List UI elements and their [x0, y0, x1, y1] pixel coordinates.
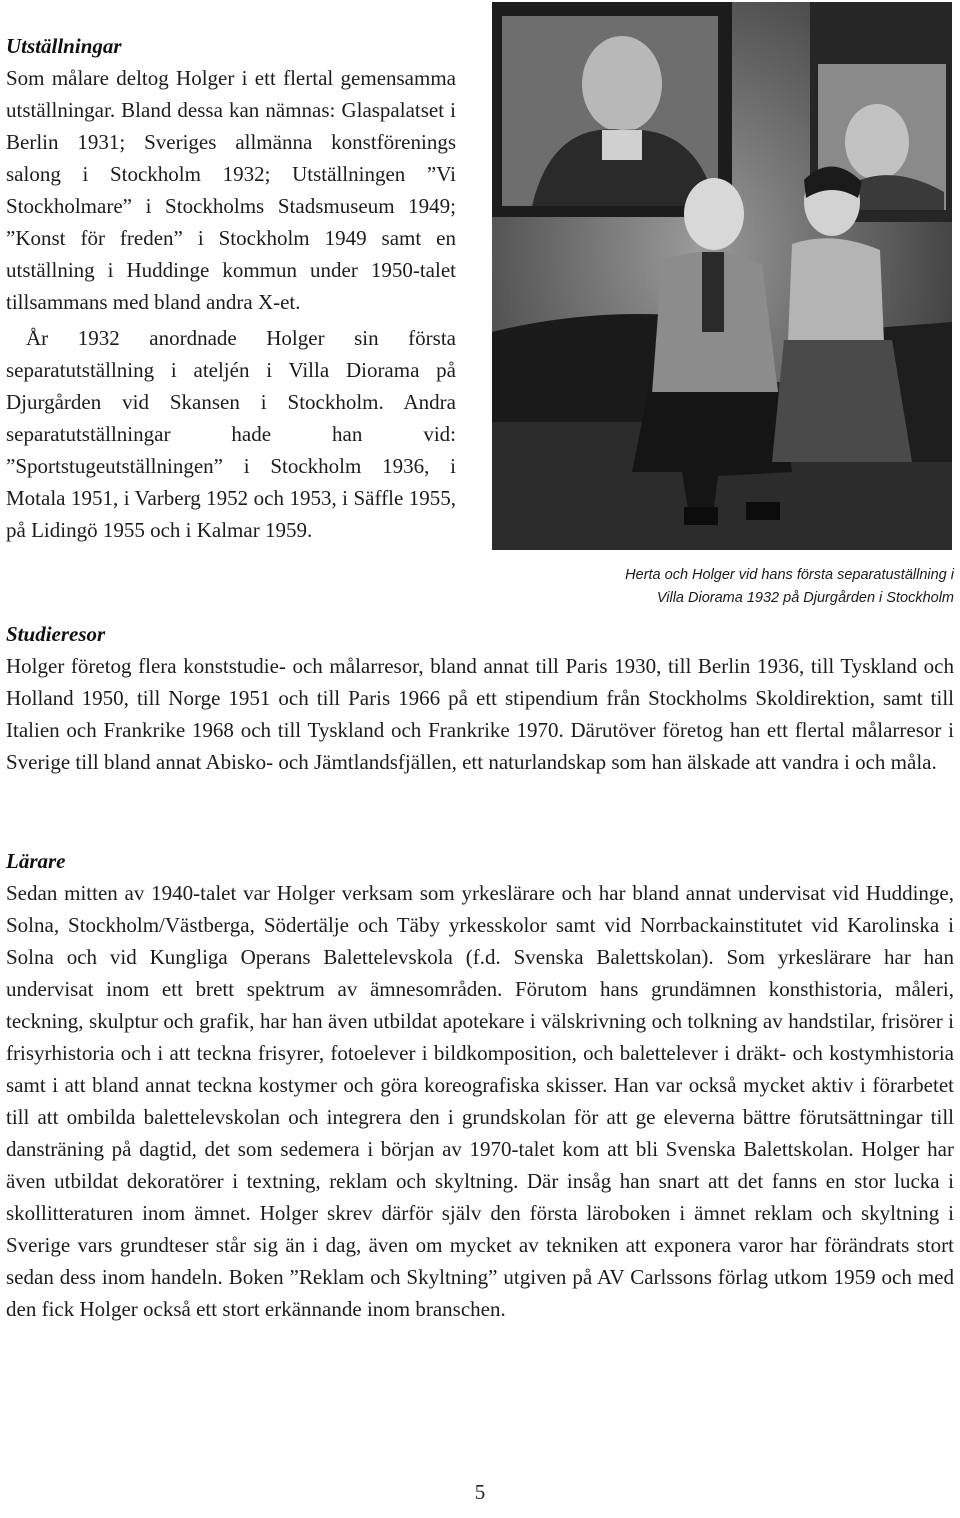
teacher-paragraph: Sedan mitten av 1940-talet var Holger verksam som yrkeslärare och har bland annat undervisat vid Huddinge, Solna, Stockholm/Västberga, Södertälje och Täby yrkesskolor samt vid Norrbackainstitutet vid Karolinska i Solna och vid Kungliga Operans Balettelevskola (f.d. Svenska Balettskolan). Som yrkeslärare har han undervisat inom ett brett spektrum av ämnesområden. Förutom hans grundämnen konsthistoria, måleri, teckning, skulptur och grafik, har han även utbildat apotekare i välskrivning och tolkning av handstilar, frisörer i frisyrhistoria och i att teckna frisyrer, fotoelever i bildkomposition, och balettelever i dräkt- och kostymhistoria samt i att bland annat teckna kostymer och göra koreografiska skisser. Han var också mycket aktiv i förarbetet till att ombilda balettelevskolan och integrera den i grundskolan för att ge eleverna bättre förutsättningar till dansträning på dagtid, det som sedemera i början av 1970-talet kom att bli Svenska Balettskolan. Holger har även utbildat dekoratörer i textning, reklam och skyltning. Där insåg han snart att det fanns en stor lucka i skollitteraturen inom ämnet. Holger skrev därför själv den första läroboken i ämnet reklam och skyltning i Sverige vars grundteser står sig än i dag, även om mycket av tekniken att exponera varor har förändrats stort sedan dess inom handeln. Boken ”Reklam och Skyltning” utgiven på AV Carlssons förlag utkom 1959 och med den fick Holger också ett stort erkännande inom branschen. — [6, 881, 954, 1321]
study-trips-section — [6, 618, 954, 778]
teacher-heading: Lärare — [6, 849, 66, 873]
study-trips-paragraph: Holger företog flera konststudie- och målarresor, bland annat till Paris 1930, till Berlin 1936, till Tyskland och Holland 1950, till Norge 1951 och till Paris 1966 på ett stipendium från Stockholms Skoldirektion, samt till Italien och Frankrike 1968 och till Tyskland och Frankrike 1970. Därutöver företog han ett flertal målarresor i Sverige till bland annat Abisko- och Jämtlandsfjällen, ett naturlandskap som han älskade att vandra i och måla. — [6, 654, 954, 774]
historical-photo — [492, 2, 952, 550]
photo-caption-line-2: Villa Diorama 1932 på Djurgården i Stockholm — [656, 590, 954, 606]
exhibitions-heading: Utställningar — [6, 34, 122, 58]
photo-illustration — [492, 2, 952, 550]
teacher-section — [6, 845, 954, 1325]
photo-caption-line-1: Herta och Holger vid hans första separatuställning i — [625, 567, 954, 583]
study-trips-heading: Studieresor — [6, 622, 106, 646]
exhibitions-paragraph-2: År 1932 anordnade Holger sin första separatutställning i ateljén i Villa Diorama på Djurgården vid Skansen i Stockholm. Andra separatutställningar hade han vid: ”Sportstugeutställningen” i Stockholm 1936, i Motala 1951, i Varberg 1952 och 1953, i Säffle 1955, på Lidingö 1955 och i Kalmar 1959. — [6, 326, 456, 542]
page-number: 5 — [474, 1480, 486, 1504]
exhibitions-paragraph-1: Som målare deltog Holger i ett flertal gemensamma utställningar. Bland dessa kan nämnas: Glaspalatset i Berlin 1931; Sveriges allmänna konstförenings salong i Stockholm 1932; Utställningen ”Vi Stockholmare” i Stockholms Stadsmuseum 1949; ”Konst för freden” i Stockholm 1949 samt en utställning i Huddinge kommun under 1950-talet tillsammans med bland andra X-et. — [6, 66, 456, 314]
photo-caption — [500, 564, 954, 610]
exhibitions-section — [6, 30, 456, 546]
